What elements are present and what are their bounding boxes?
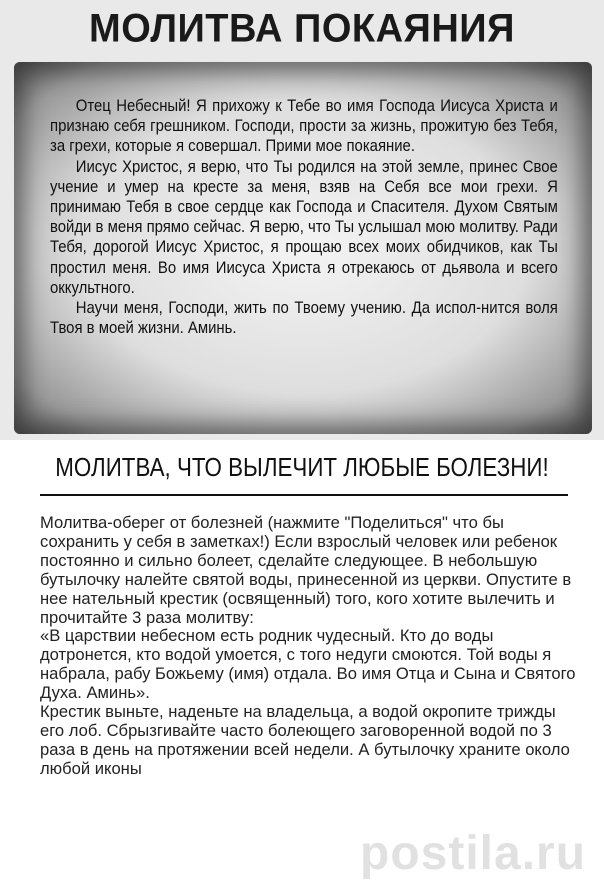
scanned-prayer-section	[0, 0, 604, 440]
prayer-paragraph: Научи меня, Господи, жить по Твоему учению. Да испол-нится воля Твоя в моей жизни. Аминь.	[50, 299, 558, 338]
body-paragraph: «В царствии небесном есть родник чудесный. Кто до воды дотронется, кто водой умоется, с того недуги смоются. Той воды я набрала, рабу Божьему (имя) отдала. Во имя Отца и Сына и Святого Духа. Аминь».	[40, 626, 576, 703]
divider	[40, 494, 568, 496]
body-paragraph: Молитва-оберег от болезней (нажмите "Поделиться" что бы сохранить у себя в заметках!) Если взрослый человек или ребенок постоянно и сильно болеет, сделайте следующее. В небольшую бутылочку налейте святой воды, принесенной из церкви. Опустите в нее нательный крестик (освященный) того, кого хотите вылечить и прочитайте 3 раза молитву:	[40, 513, 572, 627]
repentance-prayer-title: МОЛИТВА ПОКАЯНИЯ	[89, 6, 515, 52]
healing-prayer-title: МОЛИТВА, ЧТО ВЫЛЕЧИТ ЛЮБЫЕ БОЛЕЗНИ!	[55, 452, 549, 482]
body-paragraph: Крестик выньте, наденьте на владельца, а водой окропите трижды его лоб. Сбрызгивайте часто болеющего заговоренной водой по 3 раза в день на протяжении всей недели. А бутылочку храните около любой иконы	[40, 702, 570, 778]
prayer-paragraph: Иисус Христос, я верю, что Ты родился на этой земле, принес Свое учение и умер на кресте за меня, взяв на Себя все мои грехи. Я принимаю Тебя в свое сердце как Господа и Спасителя. Духом Святым войди в меня прямо сейчас. Я верю, что Ты услышал мою молитву. Ради Тебя, дорогой Иисус Христос, я прощаю всех моих обидчиков, как Ты простил меня. Во имя Иисуса Христа я отрекаюсь от дьявола и всего оккультного.	[50, 157, 558, 297]
site-watermark: postila.ru	[360, 827, 587, 880]
repentance-prayer-text	[50, 96, 558, 338]
healing-prayer-text	[40, 514, 580, 779]
prayer-paragraph: Отец Небесный! Я прихожу к Тебе во имя Господа Иисуса Христа и признаю себя грешником. Господи, прости за жизнь, прожитую без Тебя, за грехи, которые я совершал. Прими мое покаяние.	[50, 97, 558, 156]
